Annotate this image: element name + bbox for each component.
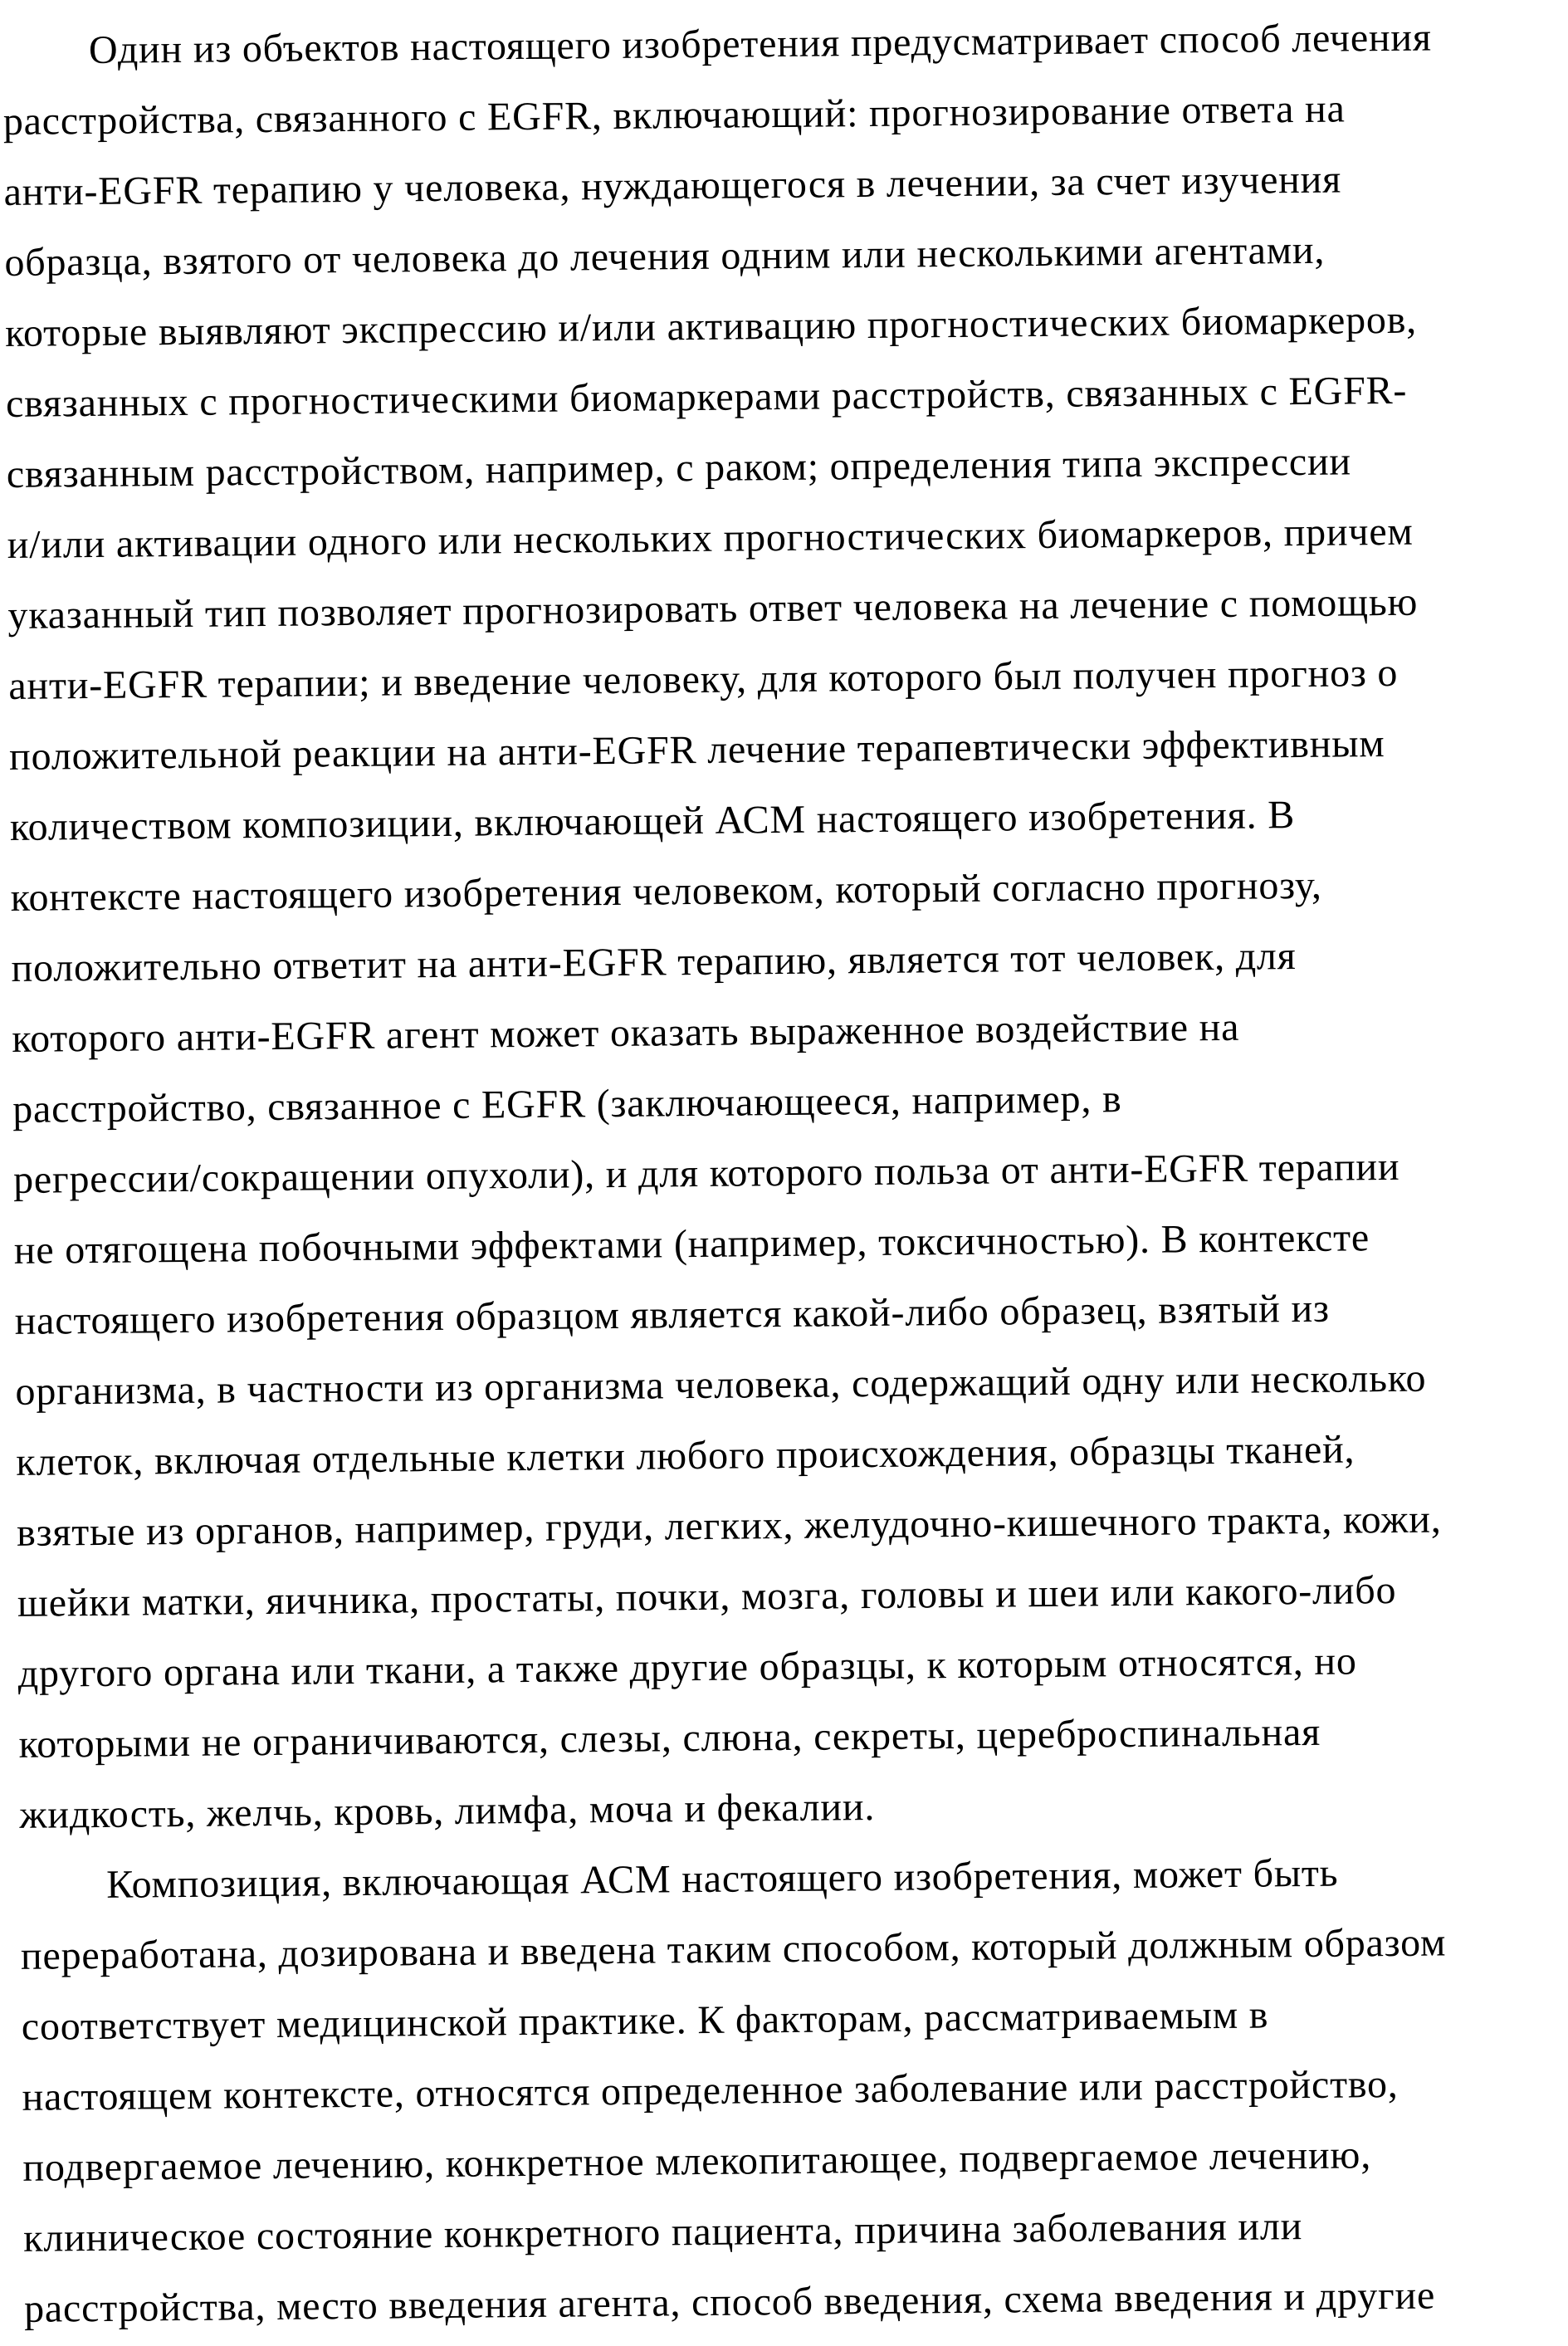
text-line: подвергаемое лечению, конкретное млекопитающее, подвергаемое лечению, <box>22 2133 1372 2190</box>
text-line: анти-EGFR терапию у человека, нуждающегося в лечении, за счет изучения <box>3 157 1342 214</box>
text-line: Один из объектов настоящего изобретения предусматривает способ лечения <box>88 15 1433 72</box>
text-line: настоящем контексте, относятся определенное заболевание или расстройство, <box>22 2061 1399 2119</box>
text-line: жидкость, желчь, кровь, лимфа, моча и фекалии. <box>19 1785 876 1837</box>
text-line: которые выявляют экспрессию и/или активацию прогностических биомаркеров, <box>4 297 1418 355</box>
text-line: соответствует медицинской практике. К факторам, рассматриваемым в <box>21 1992 1269 2049</box>
text-line: которыми не ограничиваются, слезы, слюна, секреты, цереброспинальная <box>18 1709 1321 1767</box>
text-line: контексте настоящего изобретения человеком, который согласно прогнозу, <box>10 863 1322 920</box>
text-line: регрессии/сокращении опухоли), и для которого польза от анти-EGFR терапии <box>12 1144 1400 1202</box>
text-line: клиническое состояние конкретного пациента, причина заболевания или <box>23 2204 1303 2260</box>
text-line: взятые из органов, например, груди, легких, желудочно-кишечного тракта, кожи, <box>16 1497 1442 1555</box>
text-line: Композиция, включающая АСМ настоящего изобретения, может быть <box>105 1850 1339 1907</box>
text-line: расстройство, связанное с EGFR (заключающееся, например, в <box>12 1077 1122 1131</box>
text-line: образца, взятого от человека до лечения одним или несколькими агентами, <box>4 227 1326 285</box>
text-line: клеток, включая отдельные клетки любого происхождения, образцы тканей, <box>16 1427 1356 1484</box>
text-line: указанный тип позволяет прогнозировать ответ человека на лечение с помощью <box>7 579 1419 638</box>
text-line: связанным расстройством, например, с раком; определения типа экспрессии <box>6 439 1352 496</box>
text-line: положительной реакции на анти-EGFR лечение терапевтически эффективным <box>8 721 1385 779</box>
text-line: расстройства, связанного с EGFR, включающий: прогнозирование ответа на <box>2 86 1346 144</box>
text-line: организма, в частности из организма человека, содержащий одну или несколько <box>15 1356 1427 1414</box>
text-line: которого анти-EGFR агент может оказать выраженное воздействие на <box>12 1004 1240 1061</box>
text-line: другого органа или ткани, а также другие образцы, к которым относятся, но <box>17 1639 1357 1696</box>
text-line: расстройства, место введения агента, способ введения, схема введения и другие <box>23 2273 1436 2331</box>
text-line: и/или активации одного или нескольких прогностических биомаркеров, причем <box>7 509 1414 567</box>
text-line: положительно ответит на анти-EGFR терапию, является тот человек, для <box>11 934 1297 990</box>
text-line: переработана, дозирована и введена таким способом, который должным образом <box>20 1920 1447 1978</box>
text-line: связанных с прогностическими биомаркерами расстройств, связанных с EGFR- <box>5 368 1408 426</box>
body-text <box>2 1 1568 2344</box>
text-line: не отягощена побочными эффектами (например, токсичностью). В контексте <box>13 1215 1370 1273</box>
text-line: настоящего изобретения образцом является какой-либо образец, взятый из <box>14 1286 1330 1343</box>
text-line: анти-EGFR терапии; и введение человеку, для которого был получен прогноз о <box>8 650 1399 708</box>
text-line: шейки матки, яичника, простаты, почки, мозга, головы и шеи или какого-либо <box>17 1567 1397 1625</box>
text-line: количеством композиции, включающей АСМ настоящего изобретения. В <box>9 793 1296 849</box>
